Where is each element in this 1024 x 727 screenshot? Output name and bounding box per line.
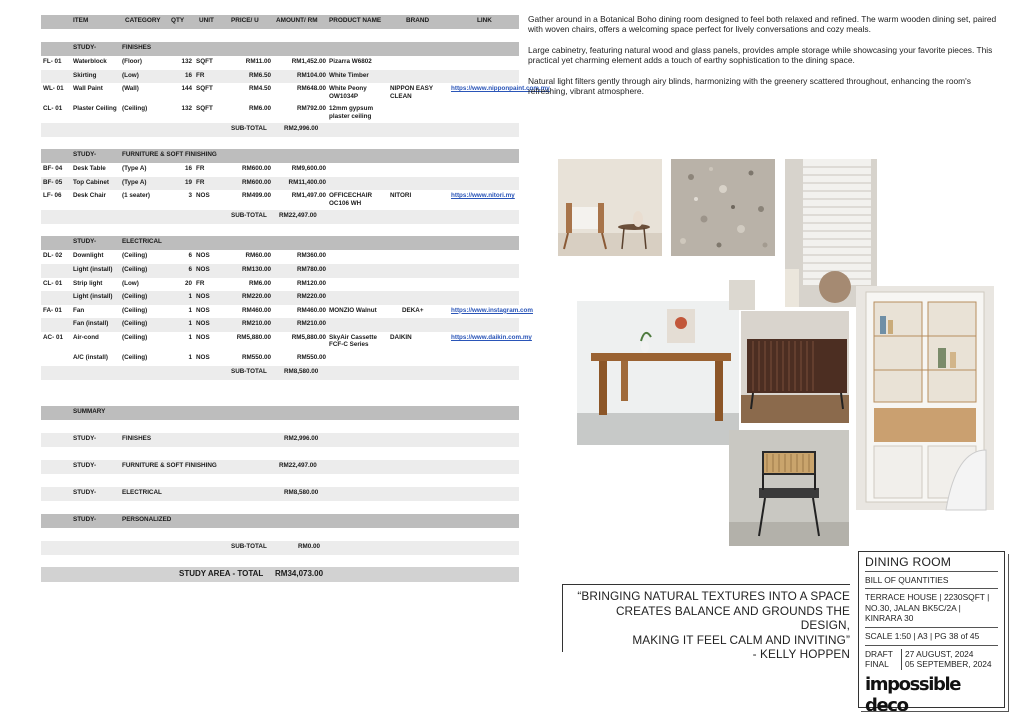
cell-qty: 16 xyxy=(184,165,192,173)
subtotal-value: RM0.00 xyxy=(298,542,321,550)
table-row xyxy=(41,163,519,177)
cell-price: RM60.00 xyxy=(245,252,271,260)
cell-item: Plaster Ceiling xyxy=(73,105,117,113)
cell-amount: RM780.00 xyxy=(296,265,326,273)
cell-category: (Ceiling) xyxy=(122,265,148,273)
cell-amount: RM360.00 xyxy=(296,252,326,260)
cell-price: RM460.00 xyxy=(241,306,271,314)
cell-price: RM130.00 xyxy=(241,265,271,273)
cell-qty: 1 xyxy=(188,353,192,361)
cell-unit: SQFT xyxy=(196,58,213,65)
summary-name: FURNITURE & SOFT FINISHING xyxy=(122,461,217,469)
cell-unit: FR xyxy=(196,71,205,79)
cell-code: CL- 01 xyxy=(43,105,63,113)
cell-brand: DEKA+ xyxy=(402,306,424,314)
cell-category: (Ceiling) xyxy=(122,306,148,314)
cell-item: Light (install) xyxy=(73,293,113,301)
cell-price: RM220.00 xyxy=(241,293,271,301)
table-row xyxy=(41,70,519,84)
header-unit: UNIT xyxy=(199,17,214,24)
cell-amount: RM120.00 xyxy=(296,279,326,287)
cell-unit: NOS xyxy=(196,320,210,328)
subtotal-row xyxy=(41,366,519,380)
cell-qty: 144 xyxy=(181,85,192,93)
summary-row xyxy=(41,460,519,474)
cell-qty: 16 xyxy=(184,71,192,79)
header-category: CATEGORY xyxy=(125,17,161,24)
cell-unit: FR xyxy=(196,165,205,173)
table-row xyxy=(41,190,519,210)
subtotal-label: SUB-TOTAL xyxy=(231,542,267,550)
draft-date: 27 AUGUST, 2024 xyxy=(905,648,974,659)
cell-item: Light (install) xyxy=(73,265,113,273)
cell-code: WL- 01 xyxy=(43,85,64,93)
table-row xyxy=(41,318,519,332)
cell-price: RM11.00 xyxy=(245,58,271,65)
cell-item: Top Cabinet xyxy=(73,178,109,186)
header-amount: AMOUNT/ RM xyxy=(276,17,318,24)
cell-amount: RM1,452.00 xyxy=(291,58,326,65)
section-study: STUDY- xyxy=(73,151,97,159)
dining-table-photo xyxy=(577,301,739,445)
table-row xyxy=(41,352,519,366)
cell-price: RM6.00 xyxy=(248,279,271,287)
rattan-chair-photo xyxy=(729,430,849,546)
summary-name: ELECTRICAL xyxy=(122,488,162,496)
cell-brand: DAIKIN xyxy=(390,333,412,341)
subtotal-value: RM2,996.00 xyxy=(284,125,319,133)
section-study: STUDY- xyxy=(73,44,97,51)
glass-cabinet-photo xyxy=(856,286,994,510)
cell-link[interactable]: https://www.daikin.com.my xyxy=(451,333,532,341)
cell-item: Waterblock xyxy=(73,58,107,65)
cell-brand: NIPPON EASY CLEAN xyxy=(390,85,433,100)
cell-product: SkyAir Cassette FCF-C Series xyxy=(329,333,377,349)
section-name: FURNITURE & SOFT FINISHING xyxy=(122,151,217,159)
cell-category: (Wall) xyxy=(122,85,139,93)
quote-line: “BRINGING NATURAL TEXTURES INTO A SPACE xyxy=(577,589,850,603)
cell-unit: NOS xyxy=(196,192,210,200)
designer-quote xyxy=(562,584,850,662)
cell-category: (Ceiling) xyxy=(122,293,148,301)
cell-category: (Ceiling) xyxy=(122,252,148,260)
table-row xyxy=(41,305,533,319)
room-description xyxy=(528,14,1008,106)
description-paragraph: Natural light filters gently through airy blinds, harmonizing with the greenery scattered throughout, enhancing the room's refreshing, vibrant atmosphere. xyxy=(528,75,971,97)
brand-logo: impossible deco xyxy=(865,673,961,716)
cell-product: 12mm gypsum plaster ceiling xyxy=(329,105,374,120)
summary-title: SUMMARY xyxy=(73,407,106,415)
table-row xyxy=(41,56,519,70)
cell-unit: NOS xyxy=(196,306,210,314)
cell-unit: SQFT xyxy=(196,85,213,93)
cell-category: (Ceiling) xyxy=(122,105,148,113)
sideboard-photo xyxy=(741,311,849,423)
cell-item: Fan (install) xyxy=(73,320,109,328)
cell-price: RM6.00 xyxy=(248,105,271,113)
cell-qty: 1 xyxy=(188,320,192,328)
table-row xyxy=(41,177,519,191)
description-paragraph: Large cabinetry, featuring natural wood and glass panels, provides ample storage while showcasing your favorite pieces. This practical yet charming element adds a touch of earthy sophistication to the dining space. xyxy=(528,44,993,66)
summary-study: STUDY- xyxy=(73,461,97,469)
summary-row xyxy=(41,433,519,447)
decor-photo xyxy=(729,280,755,310)
final-label: FINAL xyxy=(865,659,889,670)
summary-study: STUDY- xyxy=(73,434,97,442)
cell-qty: 19 xyxy=(184,178,192,186)
cell-qty: 3 xyxy=(188,192,192,200)
cell-qty: 6 xyxy=(188,252,192,260)
cell-category: (Ceiling) xyxy=(122,333,148,341)
section-header-electrical xyxy=(41,236,519,250)
section-name: FINISHES xyxy=(122,44,152,51)
summary-row xyxy=(41,487,519,501)
cell-price: RM600.00 xyxy=(241,178,271,186)
summary-name: PERSONALIZED xyxy=(122,515,172,523)
header-link: LINK xyxy=(477,17,492,24)
cell-product: White Peony OW1034P xyxy=(329,85,367,100)
cell-price: RM600.00 xyxy=(241,165,271,173)
cell-amount: RM220.00 xyxy=(296,293,326,301)
cell-unit: NOS xyxy=(196,293,210,301)
cell-link[interactable]: https://www.instagram.com xyxy=(451,306,533,314)
subtotal-row xyxy=(41,210,519,224)
cell-unit: NOS xyxy=(196,265,210,273)
cell-item: Desk Chair xyxy=(73,192,106,200)
cell-item: Fan xyxy=(73,306,85,314)
table-row xyxy=(41,250,519,264)
cell-amount: RM460.00 xyxy=(296,306,326,314)
summary-study: STUDY- xyxy=(73,515,97,523)
subtotal-row xyxy=(41,123,519,137)
cell-amount: RM11,400.00 xyxy=(288,178,326,186)
final-date: 05 SEPTEMBER, 2024 xyxy=(905,659,992,670)
section-name: ELECTRICAL xyxy=(122,238,162,246)
section-header-furniture xyxy=(41,149,519,163)
cell-code: FA- 01 xyxy=(43,306,62,314)
subtotal-value: RM22,497.00 xyxy=(279,212,317,220)
cell-unit: NOS xyxy=(196,333,210,341)
cell-link[interactable]: https://www.nipponpaint.com.my xyxy=(451,85,550,93)
cell-item: Strip light xyxy=(73,279,103,287)
cell-price: RM499.00 xyxy=(241,192,271,200)
cell-product: MONZIO Walnut xyxy=(329,306,377,314)
cell-amount: RM104.00 xyxy=(296,71,326,79)
summary-name: FINISHES xyxy=(122,434,152,442)
cell-item: Downlight xyxy=(73,252,104,260)
cell-price: RM6.50 xyxy=(248,71,271,79)
cell-qty: 1 xyxy=(188,333,192,341)
summary-header xyxy=(41,406,519,420)
subtotal-label: SUB-TOTAL xyxy=(231,367,267,375)
cell-category: (Type A) xyxy=(122,165,147,173)
cell-category: (Ceiling) xyxy=(122,353,148,361)
header-product: PRODUCT NAME xyxy=(329,17,382,24)
window-blinds-photo xyxy=(785,159,877,307)
cell-unit: NOS xyxy=(196,252,210,260)
table-row xyxy=(41,264,519,278)
cell-price: RM210.00 xyxy=(241,320,271,328)
subtotal-value: RM8,580.00 xyxy=(284,367,319,375)
cell-category: (Type A) xyxy=(122,178,147,186)
quote-line: MAKING IT FEEL CALM AND INVITING” xyxy=(632,632,850,647)
table-row xyxy=(41,103,519,123)
cell-qty: 132 xyxy=(181,105,192,113)
cell-item: Desk Table xyxy=(73,165,106,173)
cell-item: Skirting xyxy=(73,71,97,79)
cell-item: Wall Paint xyxy=(73,85,103,93)
address-line: KINRARA 30 xyxy=(865,613,914,624)
room-title: DINING ROOM xyxy=(865,555,952,569)
section-header-finishes xyxy=(41,42,519,56)
boq-table xyxy=(41,15,550,582)
quote-line: CREATES BALANCE AND GROUNDS THE DESIGN, xyxy=(615,603,850,633)
cell-item: A/C (install) xyxy=(73,353,108,361)
table-row xyxy=(41,278,519,292)
title-block xyxy=(858,551,1005,716)
cell-amount: RM792.00 xyxy=(296,105,326,113)
description-paragraph: Gather around in a Botanical Boho dining room designed to feel both relaxed and refined. The warm wooden dining set, paired with woven chairs, offers a welcoming space perfect for lively conversations and cozy meals. xyxy=(528,14,997,35)
cell-product: Pizarra W6802 xyxy=(329,58,372,65)
cell-amount: RM648.00 xyxy=(296,85,326,93)
cell-code: BF- 04 xyxy=(43,165,63,173)
cell-amount: RM9,600.00 xyxy=(291,165,326,173)
cell-unit: SQFT xyxy=(196,105,213,113)
cell-brand: NITORI xyxy=(390,192,412,200)
cell-category: (1 seater) xyxy=(122,192,151,200)
table-row xyxy=(41,332,532,352)
cell-category: (Low) xyxy=(122,71,139,79)
cell-code: AC- 01 xyxy=(43,333,63,341)
cell-item: Air-cond xyxy=(73,333,99,341)
summary-value: RM8,580.00 xyxy=(284,488,319,496)
summary-row xyxy=(41,514,519,528)
cell-category: (Floor) xyxy=(122,58,142,65)
cell-price: RM4.50 xyxy=(248,85,271,93)
cell-unit: FR xyxy=(196,178,205,186)
cell-qty: 1 xyxy=(188,306,192,314)
cell-code: FL- 01 xyxy=(43,58,62,65)
cell-qty: 20 xyxy=(184,279,192,287)
cell-amount: RM1,497.00 xyxy=(291,192,326,200)
cell-code: LF- 06 xyxy=(43,192,62,200)
terrazzo-texture-photo xyxy=(671,159,775,256)
document-title: BILL OF QUANTITIES xyxy=(865,574,949,585)
armchair-photo xyxy=(558,159,662,256)
address-line: NO.30, JALAN BK5C/2A | xyxy=(865,602,961,613)
subtotal-label: SUB-TOTAL xyxy=(231,125,267,133)
address-line: TERRACE HOUSE | 2230SQFT | xyxy=(865,592,990,603)
section-study: STUDY- xyxy=(73,238,97,246)
grand-total-label: STUDY AREA - TOTAL xyxy=(179,568,264,578)
table-row xyxy=(41,291,519,305)
cell-amount: RM210.00 xyxy=(296,320,326,328)
cell-price: RM550.00 xyxy=(241,353,271,361)
cell-link[interactable]: https://www.nitori.my xyxy=(451,192,515,200)
cell-qty: 132 xyxy=(181,58,192,65)
cell-code: CL- 01 xyxy=(43,279,63,287)
grand-total-row xyxy=(41,567,519,582)
cell-category: (Low) xyxy=(122,279,139,287)
cell-amount: RM5,880.00 xyxy=(291,333,326,341)
summary-study: STUDY- xyxy=(73,488,97,496)
header-brand: BRAND xyxy=(406,17,430,24)
header-price: PRICE/ U xyxy=(231,17,259,24)
summary-value: RM22,497.00 xyxy=(279,461,317,469)
scale-info: SCALE 1:50 | A3 | PG 38 of 45 xyxy=(865,630,980,641)
cell-unit: FR xyxy=(196,279,205,287)
cell-price: RM5,880.00 xyxy=(236,333,271,341)
cell-category: (Ceiling) xyxy=(122,320,148,328)
table-header-row xyxy=(41,15,519,29)
cell-amount: RM550.00 xyxy=(296,353,326,361)
summary-value: RM2,996.00 xyxy=(284,434,319,442)
summary-subtotal-row xyxy=(41,541,519,555)
cell-code: BF- 05 xyxy=(43,178,63,186)
cell-code: DL- 02 xyxy=(43,252,63,260)
header-qty: QTY xyxy=(171,17,185,24)
table-row xyxy=(41,83,550,103)
subtotal-label: SUB-TOTAL xyxy=(231,212,267,220)
header-item: ITEM xyxy=(73,17,89,24)
grand-total-value: RM34,073.00 xyxy=(275,568,324,578)
cell-qty: 1 xyxy=(188,293,192,301)
cell-qty: 6 xyxy=(188,265,192,273)
quote-author: - KELLY HOPPEN xyxy=(752,647,850,662)
draft-label: DRAFT xyxy=(865,648,893,659)
cell-product: OFFICECHAIR OC106 WH xyxy=(329,192,373,207)
cell-product: White Timber xyxy=(329,71,369,79)
cell-unit: NOS xyxy=(196,353,210,361)
